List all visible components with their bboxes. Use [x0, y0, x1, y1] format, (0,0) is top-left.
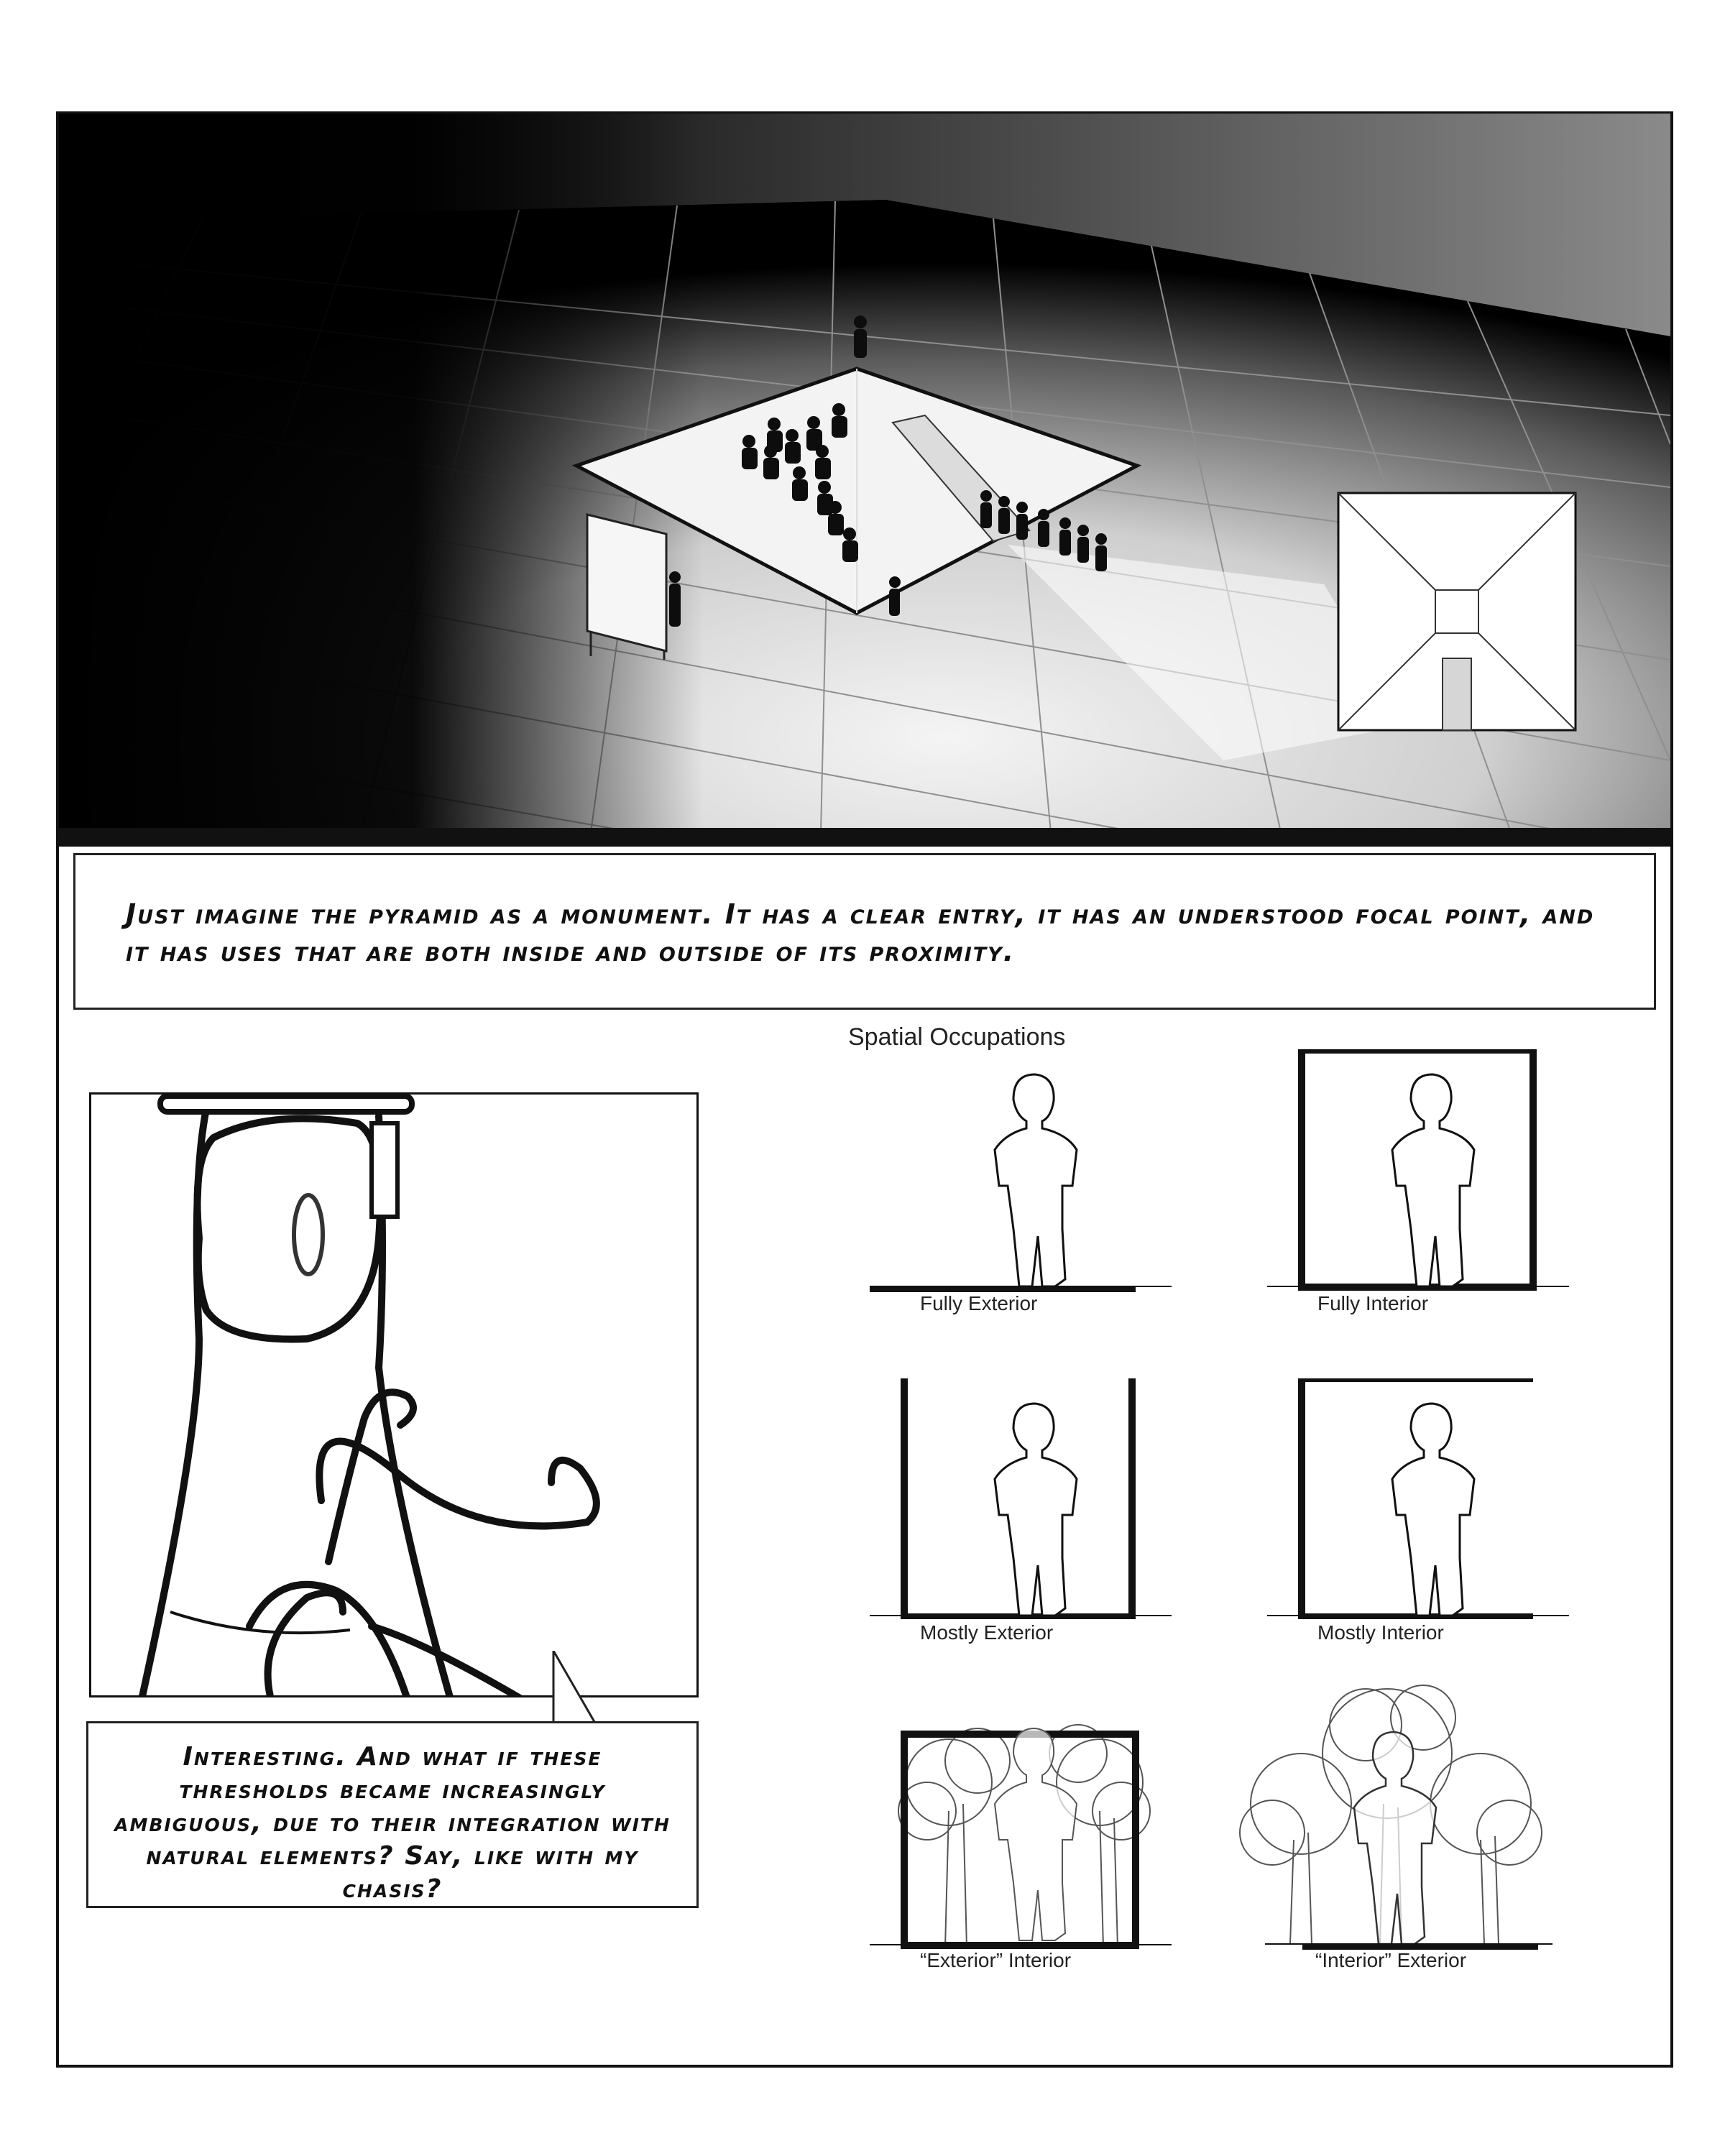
person-silhouette-icon — [1354, 1732, 1436, 1944]
caption-fully-exterior: Fully Exterior — [920, 1292, 1038, 1314]
caption-mostly-exterior: Mostly Exterior — [920, 1621, 1054, 1644]
vine-tendril-a — [319, 1442, 597, 1526]
caption-exterior-interior: “Exterior” Interior — [920, 1949, 1072, 1971]
person-silhouette-icon — [995, 1728, 1077, 1940]
pyramid-scene — [59, 114, 1670, 832]
caption-fully-interior: Fully Interior — [1317, 1292, 1429, 1314]
bubble-tail — [546, 1651, 632, 1726]
whiteboard — [587, 515, 666, 651]
robot-belt — [170, 1612, 350, 1633]
figure-walking — [889, 576, 901, 616]
narration-text: Just imagine the pyramid as a monument. It has a clear entry, it has an understood focal point, and it has uses that are both inside and outside of its proximity. — [126, 898, 1595, 967]
pyramid-scene-panel — [59, 114, 1670, 832]
occupation-mostly-exterior — [862, 1378, 1193, 1687]
occupation-interior-exterior — [1222, 1682, 1552, 1991]
person-silhouette-icon — [1392, 1074, 1474, 1286]
speech-bubble-text: Interesting. And what if these thresholds became increasingly ambiguous, due to their integration with natural elements? Say, like with my chasis? — [114, 1742, 671, 1904]
occupation-mostly-interior — [1260, 1378, 1591, 1687]
caption-mostly-interior: Mostly Interior — [1317, 1621, 1444, 1644]
figure-presenter — [669, 571, 681, 627]
pyramid-plan-inset — [1338, 493, 1576, 730]
occupation-fully-exterior — [862, 1049, 1193, 1358]
robot-eye — [294, 1195, 323, 1274]
occupation-fully-interior — [1260, 1049, 1591, 1358]
robot-side-tag — [372, 1123, 397, 1217]
character-panel — [89, 1092, 699, 1697]
person-silhouette-icon — [1392, 1404, 1474, 1616]
person-silhouette-icon — [995, 1404, 1077, 1616]
vine-tendril-e — [268, 1593, 343, 1697]
speech-bubble — [86, 1721, 699, 1908]
narration-box — [73, 853, 1656, 1010]
panel-divider — [59, 828, 1670, 847]
diagram-title: Spatial Occupations — [848, 1023, 1066, 1051]
robot-visor — [198, 1118, 381, 1339]
person-silhouette-icon — [995, 1074, 1077, 1286]
occupation-exterior-interior — [862, 1703, 1193, 1991]
robot-character — [91, 1095, 699, 1697]
figure-top — [854, 315, 867, 358]
robot-head-top — [160, 1096, 412, 1112]
caption-interior-exterior: “Interior” Exterior — [1315, 1949, 1467, 1971]
